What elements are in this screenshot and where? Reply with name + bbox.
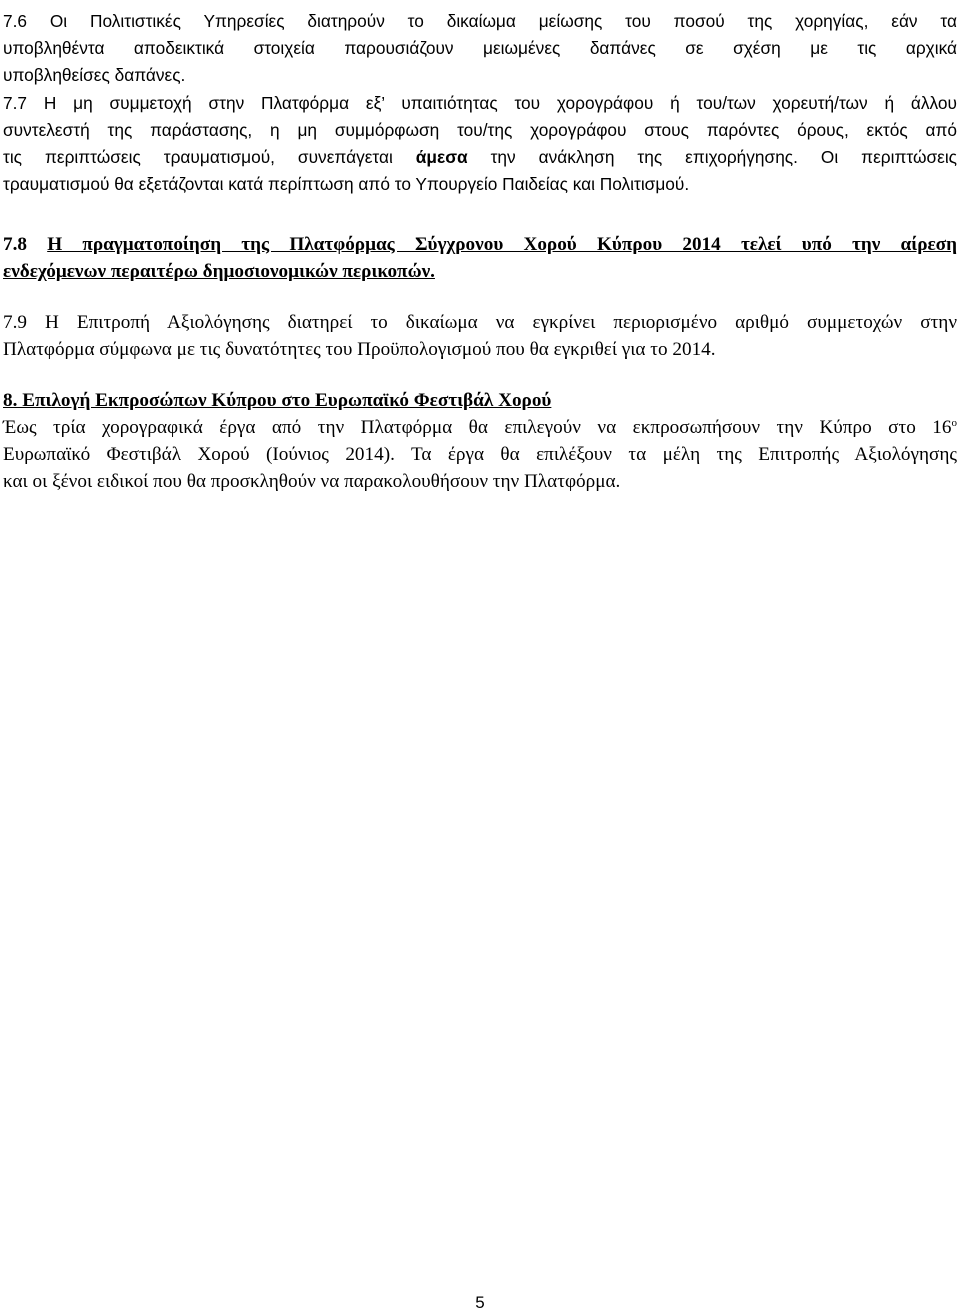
paragraph-line xyxy=(3,144,957,171)
ordinal-superscript: ο xyxy=(951,417,957,429)
paragraph-line xyxy=(3,231,957,258)
page-number: 5 xyxy=(475,1293,485,1312)
section-8 xyxy=(3,387,957,495)
paragraph-line: Ευρωπαϊκό Φεστιβάλ Χορού (Ιούνιος 2014). Τα έργα θα επιλέξουν τα μέλη της Επιτροπής Αξιολόγησης xyxy=(3,444,957,465)
paragraph-7-7 xyxy=(3,90,957,198)
paragraph-line: 7.7 Η μη συμμετοχή στην Πλατφόρμα εξ’ υπαιτιότητας του χορογράφου ή του/των χορευτή/των ή άλλου xyxy=(3,93,957,113)
paragraph-line: τραυματισμού θα εξετάζονται κατά περίπτωση από το Υπουργείο Παιδείας και Πολιτισμού. xyxy=(3,174,690,194)
paragraph-line: υποβληθέντα αποδεικτικά στοιχεία παρουσιάζουν μειωμένες δαπάνες σε σχέση με τις αρχικά xyxy=(3,38,957,58)
paragraph-line: και οι ξένοι ειδικοί που θα προσκληθούν να παρακολουθήσουν την Πλατφόρμα. xyxy=(3,471,621,492)
underlined-text: Η πραγματοποίηση της Πλατφόρμας Σύγχρονου Χορού Κύπρου 2014 τελεί υπό την αίρεση xyxy=(47,234,958,255)
paragraph-number: 7.8 xyxy=(3,234,27,255)
paragraph-line xyxy=(3,414,957,441)
paragraph-line: συντελεστή της παράστασης, η μη συμμόρφωση του/της χορογράφου στους παρόντες όρους, εκτός από xyxy=(3,120,957,140)
text-run: τις περιπτώσεις τραυματισμού, συνεπάγεται xyxy=(3,147,416,167)
paragraph-line: Πλατφόρμα σύμφωνα με τις δυνατότητες του Προϋπολογισμού που θα εγκριθεί για το 2014. xyxy=(3,339,716,360)
text-run: Έως τρία χορογραφικά έργα από την Πλατφόρμα θα επιλεγούν να εκπροσωπήσουν την Κύπρο στο 16 xyxy=(3,417,952,438)
text-run: την ανάκληση της επιχορήγησης. Οι περιπτώσεις xyxy=(467,147,957,167)
paragraph-line: υποβληθείσες δαπάνες. xyxy=(3,65,186,85)
section-heading: 8. Επιλογή Εκπροσώπων Κύπρου στο Ευρωπαϊκό Φεστιβάλ Χορού xyxy=(3,390,552,411)
paragraph-7-8 xyxy=(3,231,957,285)
paragraph-line: 7.9 Η Επιτροπή Αξιολόγησης διατηρεί το δικαίωμα να εγκρίνει περιορισμένο αριθμό συμμετοχών στην xyxy=(3,312,957,333)
emphasis-bold: άμεσα xyxy=(415,147,468,167)
paragraph-7-9 xyxy=(3,309,957,363)
paragraph-line: ενδεχόμενων περαιτέρω δημοσιονομικών περικοπών. xyxy=(3,261,435,282)
paragraph-7-6 xyxy=(3,8,957,89)
paragraph-line: 7.6 Οι Πολιτιστικές Υπηρεσίες διατηρούν το δικαίωμα μείωσης του ποσού της χορηγίας, εάν τα xyxy=(3,11,957,31)
